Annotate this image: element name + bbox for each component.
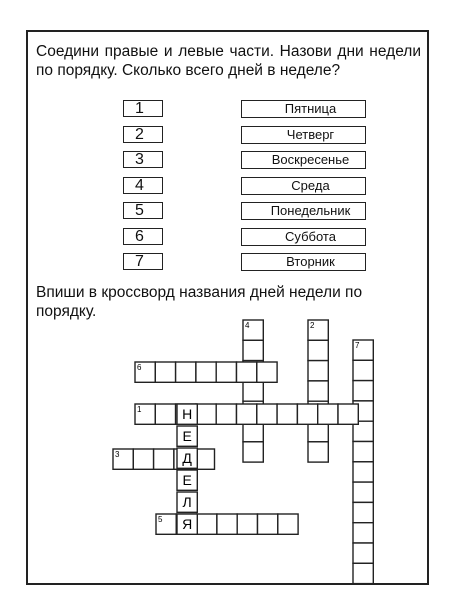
cell-word-2[interactable] xyxy=(308,361,328,381)
clue-number: 4 xyxy=(245,321,250,330)
given-letter: Я xyxy=(182,516,193,532)
cell-word-6[interactable] xyxy=(176,362,196,382)
given-letter: Д xyxy=(182,450,192,466)
cell-word-2[interactable] xyxy=(308,340,328,360)
task-2-instructions: Впиши в кроссворд названия дней недели по порядку. xyxy=(36,284,363,320)
cell-word-5[interactable] xyxy=(237,514,257,534)
cell-word-6[interactable] xyxy=(257,362,277,382)
cell-word-1[interactable] xyxy=(297,404,317,424)
cell-word-5[interactable] xyxy=(258,514,278,534)
cell-word-2[interactable] xyxy=(308,442,328,462)
clue-number: 1 xyxy=(137,405,142,414)
cell-word-6[interactable] xyxy=(237,362,257,382)
cell-word-5[interactable] xyxy=(217,514,237,534)
number-piece-2[interactable] xyxy=(123,126,173,143)
day-piece[interactable] xyxy=(241,100,366,118)
cell-word-1[interactable] xyxy=(155,404,175,424)
day-piece[interactable] xyxy=(241,253,366,271)
cell-word-1[interactable] xyxy=(216,404,236,424)
number-piece-4[interactable] xyxy=(123,177,173,194)
clue-number: 3 xyxy=(115,450,120,459)
task-1-instructions: Соедини правые и левые части. Назови дни недели по порядку. Сколько всего дней в неделе? xyxy=(36,43,421,79)
cell-word-3[interactable] xyxy=(154,449,174,469)
cell-word-4[interactable] xyxy=(243,381,263,401)
clue-number: 2 xyxy=(310,321,315,330)
number-piece-label: 1 xyxy=(135,100,144,117)
cell-word-1[interactable] xyxy=(196,404,216,424)
cell-word-7[interactable] xyxy=(353,482,373,502)
number-piece-label: 3 xyxy=(135,151,144,168)
day-piece-label: Суббота xyxy=(285,229,336,244)
given-letter: Е xyxy=(182,428,192,444)
clue-number: 7 xyxy=(355,341,360,350)
cell-word-6[interactable] xyxy=(155,362,175,382)
number-piece-label: 4 xyxy=(135,177,144,194)
cell-word-1[interactable] xyxy=(257,404,277,424)
cell-word-1[interactable] xyxy=(338,404,358,424)
cell-word-7[interactable] xyxy=(353,543,373,563)
number-piece-3[interactable] xyxy=(123,151,173,168)
cell-word-1[interactable] xyxy=(237,404,257,424)
day-piece[interactable] xyxy=(241,177,366,195)
cell-word-4[interactable] xyxy=(243,340,263,360)
day-piece-label: Среда xyxy=(291,178,330,193)
number-piece-1[interactable] xyxy=(123,100,173,117)
cell-word-6[interactable] xyxy=(216,362,236,382)
cell-word-7[interactable] xyxy=(353,502,373,522)
day-piece-label: Понедельник xyxy=(270,203,351,218)
cell-word-3[interactable] xyxy=(133,449,153,469)
clue-number: 6 xyxy=(137,363,142,372)
cell-word-1[interactable] xyxy=(318,404,338,424)
number-piece-label: 7 xyxy=(135,253,144,270)
cell-word-6[interactable] xyxy=(196,362,216,382)
day-piece[interactable] xyxy=(241,228,366,246)
day-piece-label: Пятница xyxy=(284,101,337,116)
day-piece[interactable] xyxy=(241,151,366,169)
day-piece[interactable] xyxy=(241,126,366,144)
cell-word-5[interactable] xyxy=(197,514,217,534)
day-piece[interactable] xyxy=(241,202,366,220)
day-piece-label: Четверг xyxy=(286,127,335,142)
cell-word-5[interactable] xyxy=(278,514,298,534)
day-piece-label: Вторник xyxy=(286,254,335,269)
cell-word-7[interactable] xyxy=(353,563,373,583)
clue-number: 5 xyxy=(158,515,163,524)
cell-word-4[interactable] xyxy=(243,442,263,462)
given-letter: Н xyxy=(182,406,193,422)
number-piece-label: 5 xyxy=(135,202,144,219)
cell-word-7[interactable] xyxy=(353,442,373,462)
number-piece-6[interactable] xyxy=(123,228,173,245)
cell-word-7[interactable] xyxy=(353,462,373,482)
number-piece-label: 2 xyxy=(135,126,144,143)
cell-word-7[interactable] xyxy=(353,360,373,380)
given-letter: Л xyxy=(182,494,192,510)
cell-word-7[interactable] xyxy=(353,523,373,543)
cell-word-1[interactable] xyxy=(277,404,297,424)
day-piece-label: Воскресенье xyxy=(271,152,350,167)
cell-word-7[interactable] xyxy=(353,381,373,401)
given-letter: Е xyxy=(182,472,192,488)
cell-word-2[interactable] xyxy=(308,381,328,401)
number-piece-label: 6 xyxy=(135,228,144,245)
number-piece-7[interactable] xyxy=(123,253,173,270)
number-piece-5[interactable] xyxy=(123,202,173,219)
